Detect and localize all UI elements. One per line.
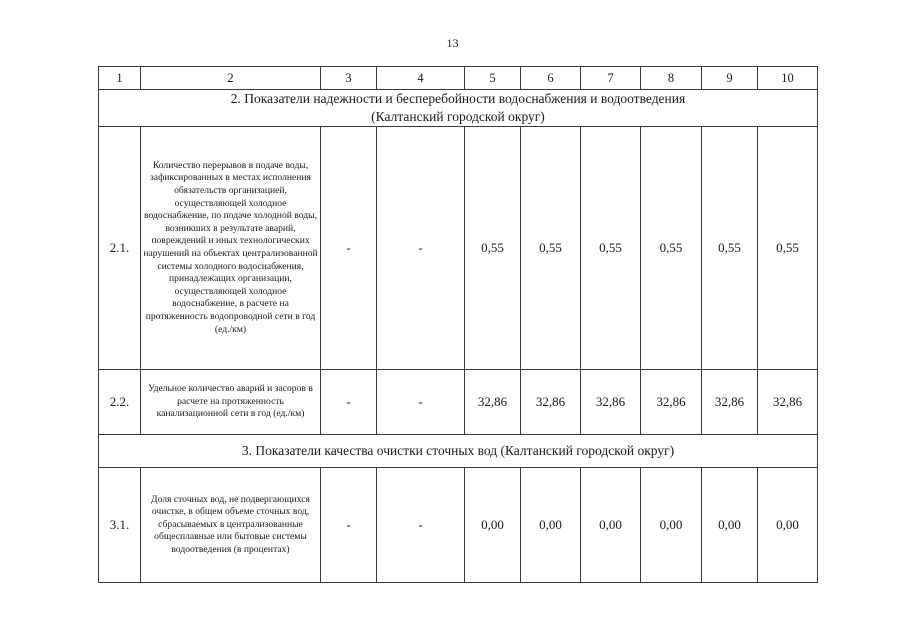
column-number: 5 [465, 67, 521, 90]
section-title-line: 2. Показатели надежности и бесперебойности водоснабжения и водоотведения [230, 91, 686, 106]
column-number: 4 [377, 67, 465, 90]
row-value: - [321, 127, 377, 370]
row-value: 0,00 [521, 468, 581, 583]
row-value: 32,86 [521, 370, 581, 435]
row-value: - [377, 370, 465, 435]
row-value: - [321, 370, 377, 435]
row-value: 32,86 [581, 370, 641, 435]
table-row [99, 127, 818, 370]
column-number-row [99, 67, 818, 90]
row-value: 0,55 [758, 127, 818, 370]
column-number: 2 [141, 67, 321, 90]
page-number: 13 [446, 36, 459, 50]
row-value: 0,55 [465, 127, 521, 370]
indicators-table [98, 66, 818, 583]
row-value: 0,00 [702, 468, 758, 583]
row-value: 32,86 [641, 370, 702, 435]
row-value: 0,55 [641, 127, 702, 370]
row-index: 2.2. [99, 370, 141, 435]
section-header-row [99, 435, 818, 468]
row-value: 0,00 [641, 468, 702, 583]
row-description: Количество перерывов в подаче воды, зафиксированных в местах исполнения обязательств организацией, осуществляющей холодное водоснабжение, по подаче холодной воды, возникших в результате аварий, повреждений и иных технологических нарушений на объектах централизованной системы холодного водоснабжения, принадлежащих организации, осуществляющей холодное водоснабжение, в расчете на протяженность водопроводной сети в год (ед./км) [141, 127, 321, 370]
column-number: 8 [641, 67, 702, 90]
row-value: - [377, 468, 465, 583]
section-title [99, 435, 818, 468]
column-number: 9 [702, 67, 758, 90]
column-number: 7 [581, 67, 641, 90]
row-value: 0,55 [581, 127, 641, 370]
row-value: 0,55 [521, 127, 581, 370]
section-header-row [99, 90, 818, 127]
row-index: 2.1. [99, 127, 141, 370]
table-row [99, 370, 818, 435]
table-row [99, 468, 818, 583]
section-title-line: 3. Показатели качества очистки сточных вод (Калтанский городской округ) [241, 443, 675, 458]
row-value: 32,86 [465, 370, 521, 435]
column-number: 3 [321, 67, 377, 90]
section-title [99, 90, 818, 127]
section-title-line: (Калтанский городской округ) [371, 109, 545, 124]
row-value: 32,86 [758, 370, 818, 435]
row-value: 32,86 [702, 370, 758, 435]
column-number: 6 [521, 67, 581, 90]
row-description: Доля сточных вод, не подвергающихся очистке, в общем объеме сточных вод, сбрасываемых в централизованные общесплавные или бытовые системы водоотведения (в процентах) [141, 468, 321, 583]
column-number: 10 [758, 67, 818, 90]
row-value: - [377, 127, 465, 370]
row-value: 0,00 [758, 468, 818, 583]
row-value: - [321, 468, 377, 583]
row-description: Удельное количество аварий и засоров в расчете на протяженность канализационной сети в год (ед./км) [141, 370, 321, 435]
column-number: 1 [99, 67, 141, 90]
row-value: 0,55 [702, 127, 758, 370]
row-value: 0,00 [581, 468, 641, 583]
row-index: 3.1. [99, 468, 141, 583]
row-value: 0,00 [465, 468, 521, 583]
